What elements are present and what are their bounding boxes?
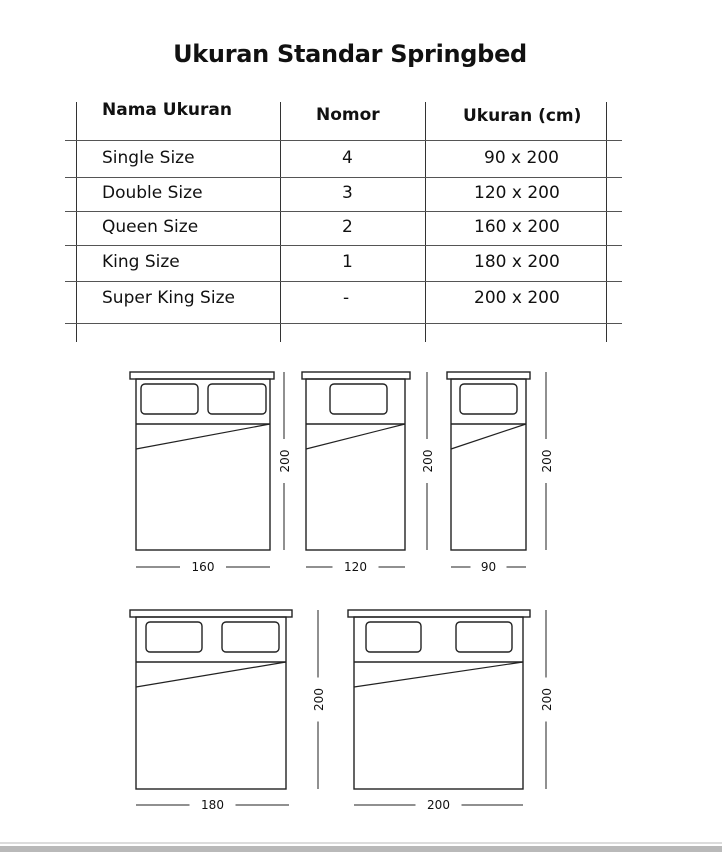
table-border-left [76, 102, 77, 342]
mattress [451, 379, 526, 550]
headboard [447, 372, 530, 379]
length-label: 200 [312, 688, 326, 711]
table-rule [65, 177, 622, 178]
row-5-name: Super King Size [102, 288, 235, 308]
table-rule [65, 140, 622, 141]
pillow [146, 622, 202, 652]
row-2-number: 3 [342, 183, 353, 203]
row-3-name: Queen Size [102, 217, 199, 237]
table-divider-1 [280, 102, 281, 342]
row-2-size: 120 x 200 [474, 183, 560, 203]
mattress [136, 379, 270, 550]
blanket-fold [136, 424, 270, 449]
mattress [306, 379, 405, 550]
pillow [456, 622, 512, 652]
mattress [136, 617, 286, 789]
length-label: 200 [421, 449, 435, 473]
width-label: 160 [191, 560, 215, 574]
headboard [302, 372, 410, 379]
row-3-number: 2 [342, 217, 353, 237]
row-4-size: 180 x 200 [474, 252, 560, 272]
row-4-number: 1 [342, 252, 353, 272]
header-nama-ukuran: Nama Ukuran [102, 100, 232, 120]
row-1-number: 4 [342, 148, 353, 168]
width-label: 120 [344, 560, 367, 574]
width-label: 180 [201, 798, 224, 812]
width-label: 200 [427, 798, 450, 812]
row-1-name: Single Size [102, 148, 195, 168]
row-5-number: - [343, 288, 350, 308]
header-ukuran: Ukuran (cm) [463, 106, 582, 126]
scrollbar-track-edge [0, 842, 722, 844]
page-title: Ukuran Standar Springbed [173, 40, 527, 68]
mattress [354, 617, 523, 789]
row-2-name: Double Size [102, 183, 203, 203]
headboard [130, 372, 274, 379]
table-rule [65, 323, 622, 324]
headboard [348, 610, 530, 617]
headboard [130, 610, 292, 617]
row-1-size: 90 x 200 [484, 148, 559, 168]
pillow [141, 384, 198, 414]
length-label: 200 [278, 449, 292, 473]
bed-diagrams [0, 360, 722, 840]
pillow [330, 384, 387, 414]
horizontal-scrollbar[interactable] [0, 846, 722, 852]
table-divider-2 [425, 102, 426, 342]
pillow [366, 622, 421, 652]
table-border-right [606, 102, 607, 342]
table-rule [65, 211, 622, 212]
blanket-fold [136, 662, 286, 687]
pillow [222, 622, 279, 652]
width-label: 90 [480, 560, 497, 574]
blanket-fold [451, 424, 526, 449]
blanket-fold [354, 662, 523, 687]
length-label: 200 [540, 449, 554, 473]
length-label: 200 [540, 688, 554, 711]
table-rule [65, 245, 622, 246]
pillow [460, 384, 517, 414]
blanket-fold [306, 424, 405, 449]
header-nomor: Nomor [316, 105, 380, 125]
row-3-size: 160 x 200 [474, 217, 560, 237]
row-5-size: 200 x 200 [474, 288, 560, 308]
table-rule [65, 281, 622, 282]
pillow [208, 384, 266, 414]
row-4-name: King Size [102, 252, 180, 272]
